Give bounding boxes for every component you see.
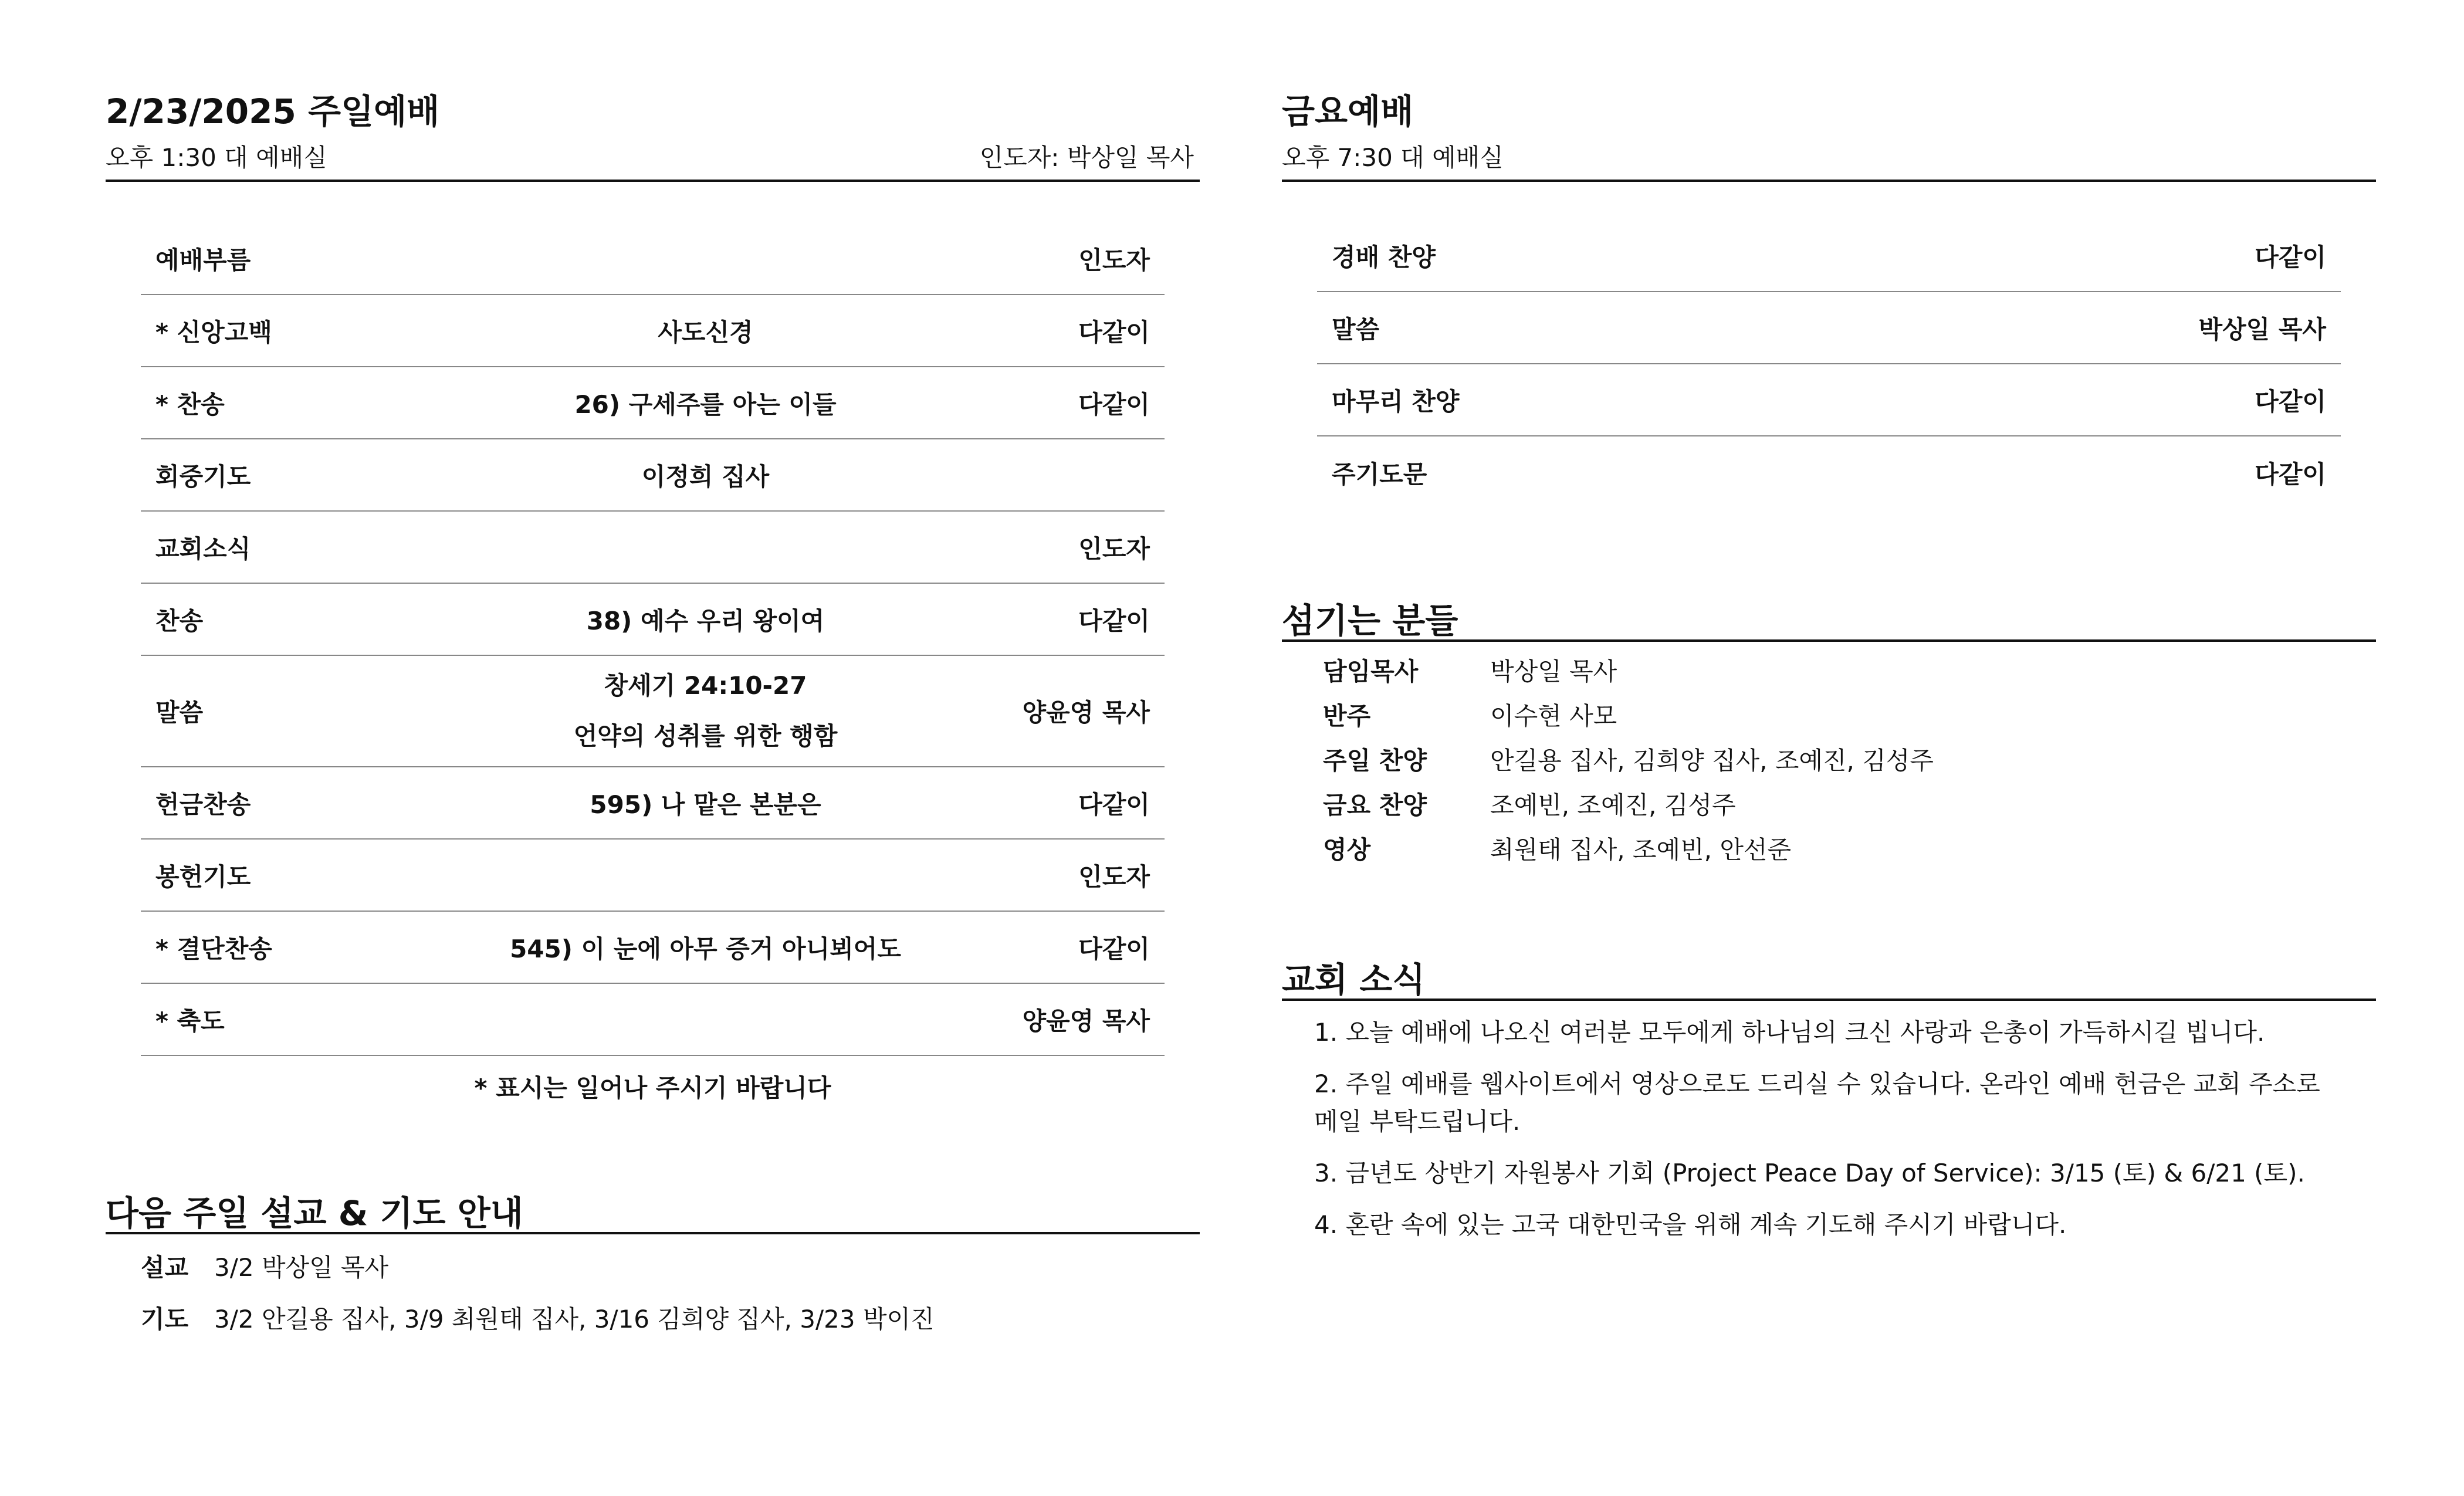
order-row: [141, 295, 1165, 367]
friday-order-table: [1317, 220, 2341, 509]
sunday-leader: 인도자: 박상일 목사: [979, 143, 1194, 172]
news-item: 3. 금년도 상반기 자원봉사 기회 (Project Peace Day of Service): 3/15 (토) & 6/21 (토).: [1314, 1159, 2305, 1187]
order-content: [469, 661, 942, 761]
order-by: 다같이: [2255, 459, 2326, 489]
order-row-sermon: [141, 656, 1165, 767]
order-row: [141, 984, 1165, 1056]
order-row: [141, 439, 1165, 512]
servant-row: [1282, 737, 2376, 781]
right-column: [1282, 88, 2376, 1258]
servant-role: 주일 찬양: [1323, 746, 1427, 775]
order-item: * 찬송: [155, 390, 225, 419]
servants-title: 섬기는 분들: [1282, 600, 2376, 642]
servants-section: [1282, 600, 2376, 871]
sunday-subhead: [106, 135, 1200, 182]
order-by: 다같이: [2255, 387, 2326, 416]
order-by: 양윤영 목사: [1022, 1006, 1150, 1035]
servant-names: 이수현 사모: [1490, 702, 1617, 730]
servant-role: 영상: [1323, 835, 1371, 864]
order-content: 이정희 집사: [641, 462, 770, 491]
servant-row: [1282, 692, 2376, 737]
order-content: 26) 구세주를 아는 이들: [574, 390, 837, 419]
news-item: 2. 주일 예배를 웹사이트에서 영상으로도 드리실 수 있습니다. 온라인 예배 헌금은 교회 주소로 메일 부탁드립니다.: [1314, 1069, 2320, 1136]
sunday-time-place: 오후 1:30 대 예배실: [106, 143, 327, 172]
order-item: 경배 찬양: [1332, 242, 1436, 272]
news-section: [1282, 959, 2376, 1244]
servant-role: 금요 찬양: [1323, 791, 1427, 820]
servant-row: [1282, 781, 2376, 826]
order-by: 다같이: [2255, 242, 2326, 272]
prayer-label: 기도: [141, 1305, 189, 1333]
order-by: 박상일 목사: [2198, 314, 2326, 344]
prayer-value: 3/2 안길용 집사, 3/9 최원태 집사, 3/16 김희양 집사, 3/23 박이진: [214, 1305, 935, 1333]
order-row: [141, 767, 1165, 840]
order-item: * 신앙고백: [155, 317, 272, 347]
next-week-section: [106, 1192, 1200, 1343]
news-item: 4. 혼란 속에 있는 고국 대한민국을 위해 계속 기도해 주시기 바랍니다.: [1314, 1210, 2067, 1239]
order-item: 헌금찬송: [155, 790, 251, 819]
friday-order-row: [1317, 292, 2341, 364]
order-by: 다같이: [1078, 317, 1150, 347]
order-item: 말씀: [1332, 314, 1380, 344]
left-column: [106, 88, 1200, 1343]
servant-names: 조예빈, 조예진, 김성주: [1490, 791, 1736, 820]
servant-names: 최원태 집사, 조예빈, 안선준: [1490, 835, 1792, 864]
order-by: 인도자: [1078, 245, 1150, 275]
news-item: 1. 오늘 예배에 나오신 여러분 모두에게 하나님의 크신 사랑과 은총이 가득하시길 빕니다.: [1314, 1018, 2265, 1047]
order-item: * 결단찬송: [155, 934, 272, 963]
sunday-title: 2/23/2025 주일예배: [106, 92, 440, 131]
friday-time-place: 오후 7:30 대 예배실: [1282, 143, 1504, 172]
order-by: 다같이: [1078, 606, 1150, 635]
order-item: 예배부름: [155, 245, 251, 275]
order-by: 양윤영 목사: [1022, 698, 1150, 727]
news-list: [1314, 1014, 2341, 1244]
order-row: [141, 584, 1165, 656]
order-content: 595) 나 맡은 본분은: [590, 790, 821, 819]
order-row: [141, 367, 1165, 439]
friday-order-row: [1317, 364, 2341, 436]
order-item: 찬송: [155, 606, 204, 635]
order-row: [141, 512, 1165, 584]
order-row: [141, 912, 1165, 984]
friday-order-row: [1317, 436, 2341, 509]
servant-role: 반주: [1323, 702, 1371, 730]
friday-subhead: [1282, 135, 2376, 182]
next-sermon-row: [106, 1240, 1200, 1292]
order-item: 주기도문: [1332, 459, 1427, 489]
order-content: 사도신경: [658, 317, 753, 347]
next-week-title: 다음 주일 설교 & 기도 안내: [106, 1192, 1200, 1234]
sermon-title: 언약의 성취를 위한 행함: [573, 722, 838, 750]
servant-row: [1282, 826, 2376, 871]
order-by: 다같이: [1078, 390, 1150, 419]
news-title: 교회 소식: [1282, 959, 2376, 1001]
next-prayer-row: [106, 1292, 1200, 1343]
sunday-order-table: [141, 223, 1165, 1056]
order-item: 봉헌기도: [155, 862, 251, 891]
order-item: 회중기도: [155, 462, 251, 491]
sermon-scripture: 창세기 24:10-27: [604, 671, 807, 700]
order-item: 마무리 찬양: [1332, 387, 1460, 416]
order-row: [141, 840, 1165, 912]
order-item: 교회소식: [155, 534, 251, 563]
order-by: 다같이: [1078, 790, 1150, 819]
servant-names: 박상일 목사: [1490, 657, 1617, 686]
friday-order-row: [1317, 220, 2341, 292]
order-row: [141, 223, 1165, 295]
order-item: 말씀: [155, 698, 204, 727]
servant-role: 담임목사: [1323, 657, 1419, 686]
sermon-value: 3/2 박상일 목사: [214, 1253, 389, 1282]
order-item: * 축도: [155, 1006, 225, 1035]
servant-row: [1282, 648, 2376, 692]
servant-names: 안길용 집사, 김희양 집사, 조예진, 김성주: [1490, 746, 1934, 775]
standing-note: * 표시는 일어나 주시기 바랍니다: [474, 1074, 831, 1102]
order-by: 인도자: [1078, 534, 1150, 563]
friday-title: 금요예배: [1282, 92, 1414, 131]
order-content: 38) 예수 우리 왕이여: [586, 606, 825, 635]
order-content: 545) 이 눈에 아무 증거 아니뵈어도: [510, 934, 901, 963]
sermon-label: 설교: [141, 1253, 189, 1282]
order-by: 인도자: [1078, 862, 1150, 891]
order-by: 다같이: [1078, 934, 1150, 963]
